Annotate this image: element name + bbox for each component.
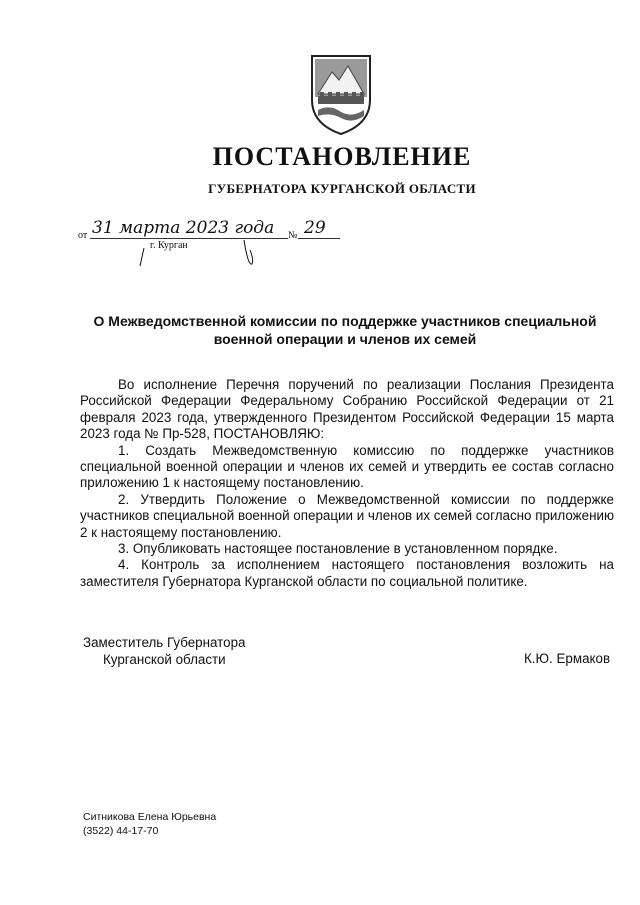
signatory-name: К.Ю. Ермаков — [524, 651, 611, 666]
document-type-title: ПОСТАНОВЛЕНИЕ — [212, 142, 472, 171]
clause-2: 2. Утвердить Положение о Межведомственной комиссии по поддержке участников специальной военной операции и членов их семей согласно приложению 2 к настоящему постановлению. — [80, 491, 614, 540]
city-label: г. Курган — [150, 240, 188, 251]
handwritten-date: 31 марта 2023 года — [92, 218, 275, 238]
body-text — [80, 377, 614, 590]
coat-of-arms-icon — [306, 52, 376, 136]
executor-block — [83, 810, 216, 838]
clause-4: 4. Контроль за исполнением настоящего постановления возложить на заместителя Губернатора Курганской области по социальной политике. — [80, 557, 614, 589]
handwritten-number: 29 — [304, 218, 326, 238]
preamble-paragraph: Во исполнение Перечня поручений по реализации Послания Президента Российской Федерации Федеральному Собранию Российской Федерации от 21 февраля 2023 года, утвержденного Президентом Российской Федерации 15 марта 2023 года № Пр-528, ПОСТАНОВЛЯЮ: — [80, 377, 614, 442]
executor-phone: (3522) 44-17-70 — [83, 825, 159, 837]
number-label: № — [288, 230, 298, 241]
number-underline — [298, 238, 340, 239]
signatory-position — [83, 634, 245, 668]
signatory-position-line2: Курганской области — [103, 652, 226, 667]
clause-1: 1. Создать Межведомственную комиссию по поддержке участников специальной военной операции и членов их семей и утвердить ее состав согласно приложению 1 к настоящему постановлению. — [80, 442, 614, 491]
clause-3: 3. Опубликовать настоящее постановление в установленном порядке. — [118, 541, 558, 557]
signatory-position-line1: Заместитель Губернатора — [83, 635, 246, 650]
issuer-title: ГУБЕРНАТОРА КУРГАНСКОЙ ОБЛАСТИ — [208, 181, 476, 196]
dateline — [78, 218, 358, 268]
executor-name: Ситникова Елена Юрьевна — [83, 811, 217, 823]
date-from-label: от — [78, 230, 88, 241]
subject-title: О Межведомственной комиссии по поддержке участников специальной военной операции и членов их семей — [93, 313, 597, 347]
